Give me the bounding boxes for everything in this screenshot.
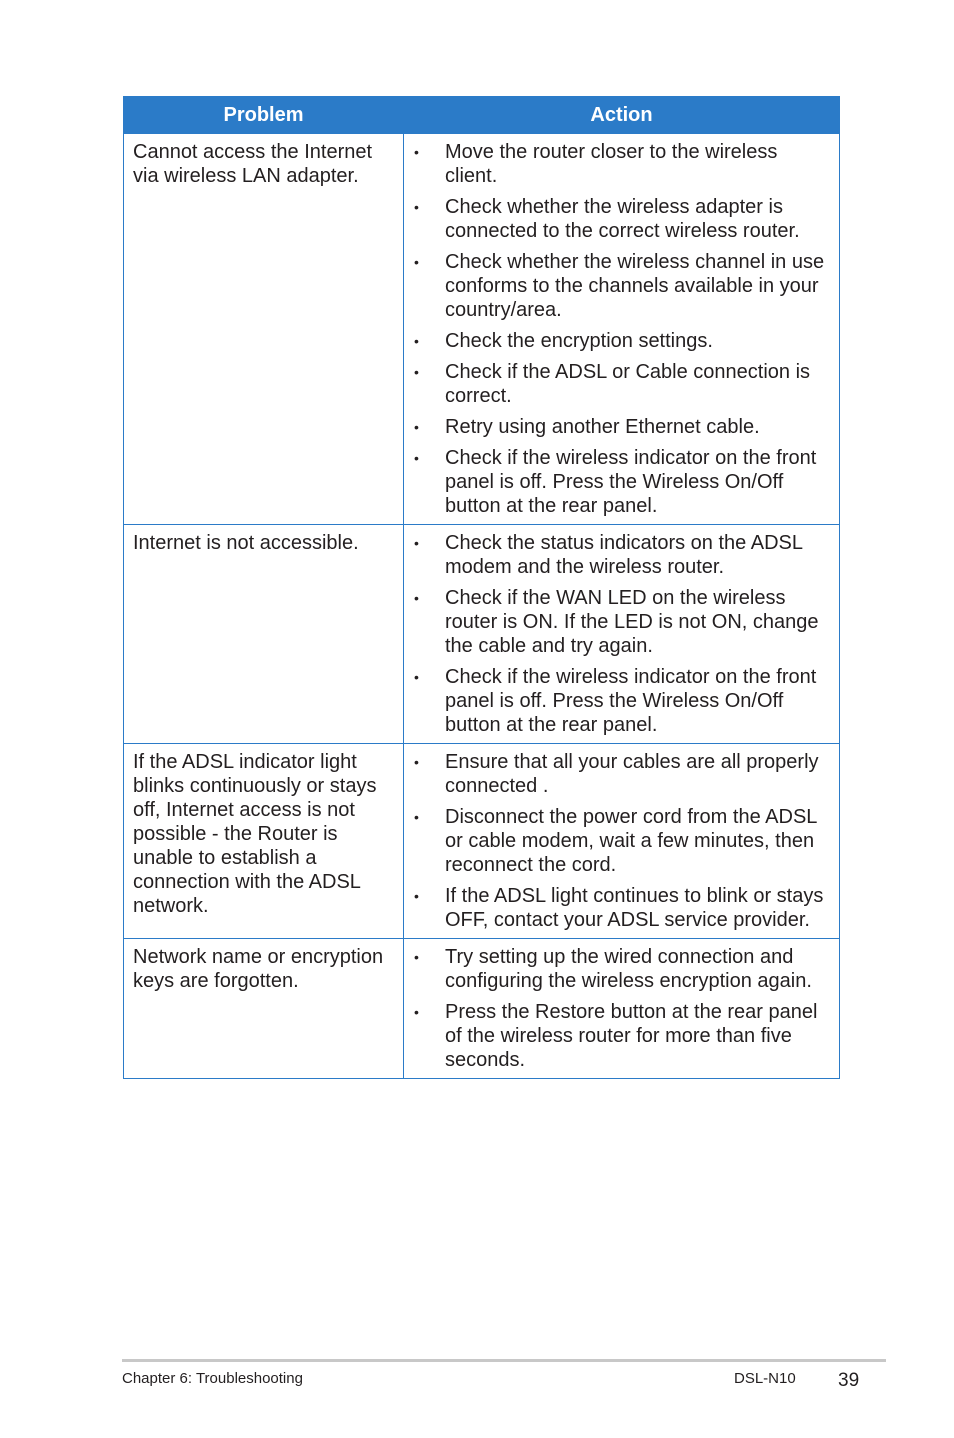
bullet-icon: • — [414, 888, 419, 904]
action-text: Move the router closer to the wireless client. — [445, 141, 778, 187]
footer-chapter: Chapter 6: Troubleshooting — [122, 1370, 303, 1387]
bullet-icon: • — [414, 949, 419, 965]
bullet-icon: • — [414, 809, 419, 825]
bullet-icon: • — [414, 754, 419, 770]
list-item — [414, 1000, 831, 1072]
action-text: Try setting up the wired connection and configuring the wireless encryption again. — [445, 946, 812, 992]
table-row — [124, 939, 840, 1079]
bullet-icon: • — [414, 254, 419, 270]
list-item — [414, 750, 831, 798]
table-row — [124, 134, 840, 525]
table-row — [124, 525, 840, 744]
action-text: Check whether the wireless adapter is connected to the correct wireless router. — [445, 196, 800, 242]
bullet-icon: • — [414, 590, 419, 606]
action-text: Press the Restore button at the rear panel of the wireless router for more than five seconds. — [445, 1001, 818, 1071]
action-text: Check the encryption settings. — [445, 330, 713, 352]
list-item — [414, 884, 831, 932]
list-item — [414, 415, 831, 439]
action-text: If the ADSL light continues to blink or stays OFF, contact your ADSL service provider. — [445, 885, 824, 931]
action-text: Ensure that all your cables are all properly connected . — [445, 751, 819, 797]
action-text: Check if the WAN LED on the wireless router is ON. If the LED is not ON, change the cable and try again. — [445, 587, 819, 657]
action-text: Check whether the wireless channel in use conforms to the channels available in your country/area. — [445, 251, 825, 321]
bullet-icon: • — [414, 419, 419, 435]
list-item — [414, 945, 831, 993]
action-text: Check if the wireless indicator on the front panel is off. Press the Wireless On/Off button at the rear panel. — [445, 447, 817, 517]
list-item — [414, 665, 831, 737]
list-item — [414, 329, 831, 353]
action-text: Check the status indicators on the ADSL modem and the wireless router. — [445, 532, 803, 578]
problem-cell: Network name or encryption keys are forgotten. — [124, 939, 404, 1079]
troubleshooting-table — [123, 96, 840, 1079]
page-number: 39 — [838, 1370, 860, 1391]
footer-divider — [122, 1359, 886, 1362]
action-text: Disconnect the power cord from the ADSL or cable modem, wait a few minutes, then reconnect the cord. — [445, 806, 817, 876]
list-item — [414, 250, 831, 322]
bullet-icon: • — [414, 450, 419, 466]
header-action: Action — [404, 97, 840, 134]
action-list — [414, 750, 831, 932]
list-item — [414, 195, 831, 243]
problem-cell: If the ADSL indicator light blinks continuously or stays off, Internet access is not possible - the Router is unable to establish a connection with the ADSL network. — [124, 744, 404, 939]
bullet-icon: • — [414, 535, 419, 551]
list-item — [414, 446, 831, 518]
list-item — [414, 140, 831, 188]
action-cell — [404, 744, 840, 939]
list-item — [414, 805, 831, 877]
header-problem: Problem — [124, 97, 404, 134]
bullet-icon: • — [414, 1004, 419, 1020]
action-text: Retry using another Ethernet cable. — [445, 416, 760, 438]
table-header-row — [124, 97, 840, 134]
footer-model: DSL-N10 — [734, 1370, 796, 1387]
bullet-icon: • — [414, 144, 419, 160]
action-text: Check if the wireless indicator on the front panel is off. Press the Wireless On/Off button at the rear panel. — [445, 666, 817, 736]
action-list — [414, 531, 831, 737]
bullet-icon: • — [414, 364, 419, 380]
list-item — [414, 531, 831, 579]
list-item — [414, 360, 831, 408]
bullet-icon: • — [414, 333, 419, 349]
problem-cell: Internet is not accessible. — [124, 525, 404, 744]
table-row — [124, 744, 840, 939]
action-text: Check if the ADSL or Cable connection is correct. — [445, 361, 811, 407]
action-list — [414, 945, 831, 1072]
problem-cell: Cannot access the Internet via wireless LAN adapter. — [124, 134, 404, 525]
action-cell — [404, 134, 840, 525]
action-cell — [404, 939, 840, 1079]
action-list — [414, 140, 831, 518]
bullet-icon: • — [414, 199, 419, 215]
action-cell — [404, 525, 840, 744]
bullet-icon: • — [414, 669, 419, 685]
list-item — [414, 586, 831, 658]
